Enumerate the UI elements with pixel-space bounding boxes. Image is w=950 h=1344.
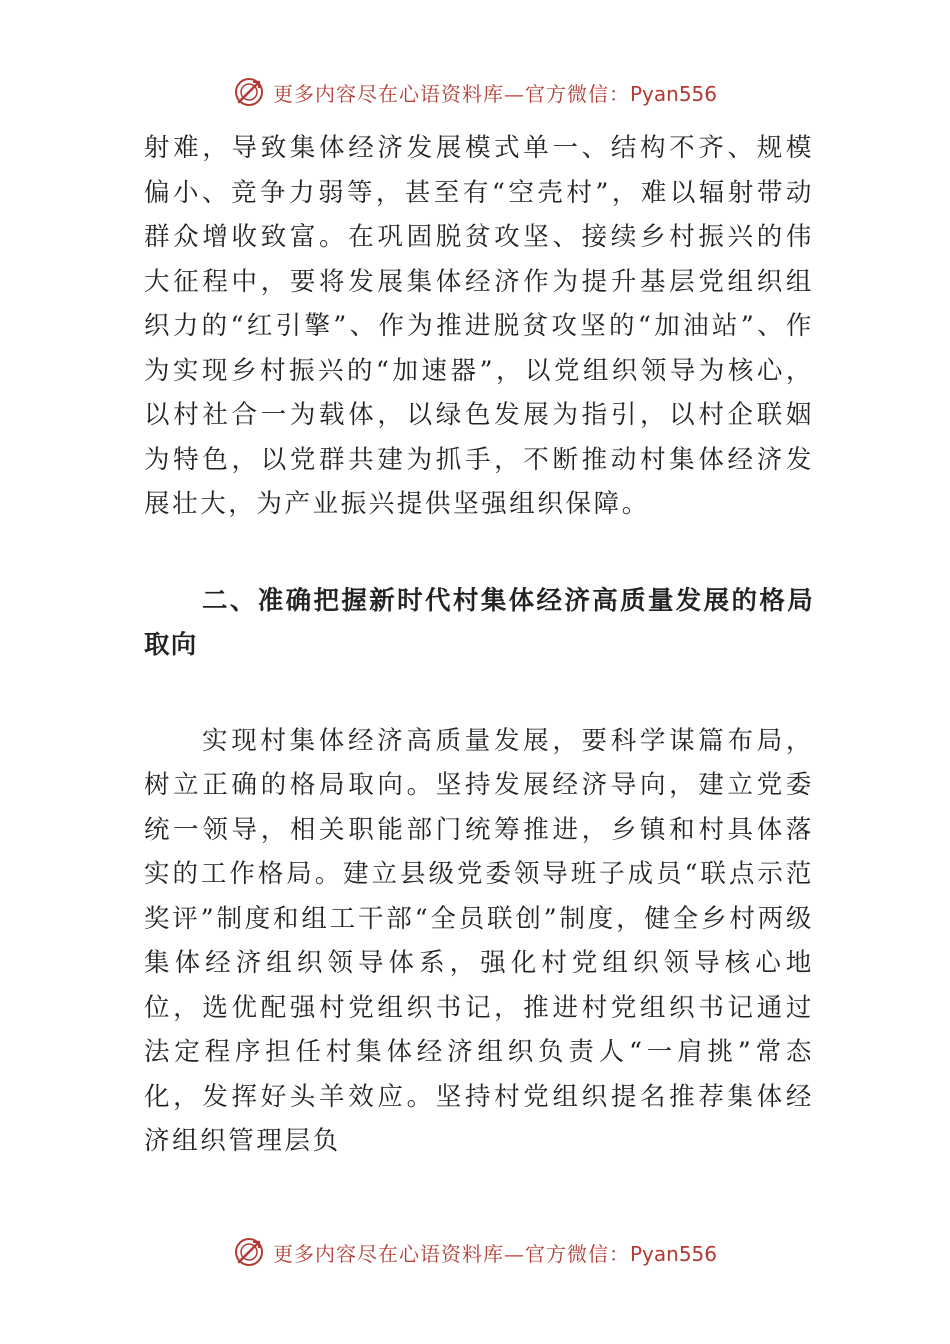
- footer-banner: [0, 1232, 950, 1272]
- footer-banner-label: 更多内容尽在心语资料库—官方微信：: [272, 1241, 630, 1266]
- brand-logo-icon: [233, 1236, 265, 1268]
- footer-banner-text: [273, 1238, 717, 1267]
- paragraph-continued: 射难，导致集体经济发展模式单一、结构不齐、规模偏小、竞争力弱等，甚至有“空壳村”，难以辐射带动群众增收致富。在巩固脱贫攻坚、接续乡村振兴的伟大征程中，要将发展集体经济作为提升基层党组织组织力的“红引擎”、作为推进脱贫攻坚的“加油站”、作为实现乡村振兴的“加速器”，以党组织领导为核心，以村社合一为载体，以绿色发展为指引，以村企联姻为特色，以党群共建为抓手，不断推动村集体经济发展壮大，为产业振兴提供坚强组织保障。: [144, 133, 814, 519]
- header-wechat-id: Pyan556: [629, 81, 717, 106]
- document-body: [144, 126, 814, 1164]
- footer-wechat-id: Pyan556: [629, 1241, 717, 1266]
- brand-logo-icon: [233, 76, 265, 108]
- paragraph-section-2: 实现村集体经济高质量发展，要科学谋篇布局，树立正确的格局取向。坚持发展经济导向，建立党委统一领导，相关职能部门统筹推进，乡镇和村具体落实的工作格局。建立县级党委领导班子成员“联点示范奖评”制度和组工干部“全员联创”制度，健全乡村两级集体经济组织领导体系，强化村党组织领导核心地位，选优配强村党组织书记，推进村党组织书记通过法定程序担任村集体经济组织负责人“一肩挑”常态化，发挥好头羊效应。坚持村党组织提名推荐集体经济组织管理层负: [144, 725, 814, 1156]
- header-banner: [0, 72, 950, 112]
- header-banner-text: [273, 78, 717, 107]
- header-banner-label: 更多内容尽在心语资料库—官方微信：: [272, 81, 630, 106]
- section-heading: 二、准确把握新时代村集体经济高质量发展的格局取向: [144, 585, 814, 660]
